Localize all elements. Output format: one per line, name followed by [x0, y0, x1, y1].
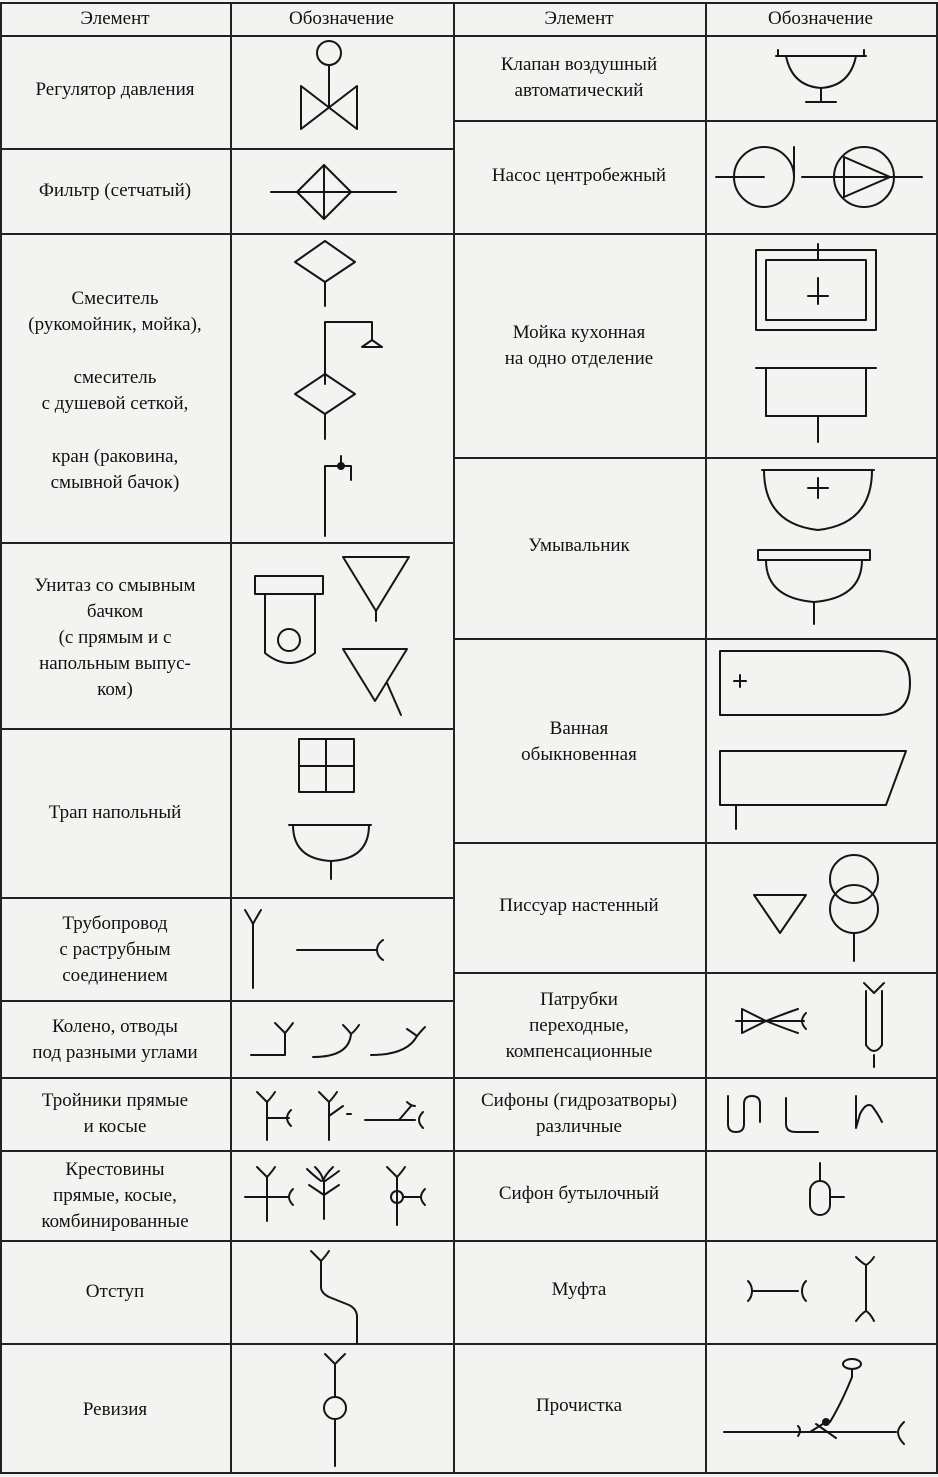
label-air-valve: Клапан воздушный автоматический: [500, 54, 658, 101]
label-fittings: Патрубки переходные, компенсационные: [505, 989, 653, 1062]
header-left-symbol: Обозначение: [289, 7, 394, 29]
tees-icon: [231, 1078, 453, 1150]
label-revision: Ревизия: [82, 1399, 148, 1420]
socket-pipe-icon: [231, 898, 453, 1000]
label-urinal: Писсуар настенный: [499, 895, 659, 916]
label-pump: Насос центробежный: [491, 165, 667, 186]
washbasin-icon: [706, 458, 936, 638]
label-bottle-siphon: Сифон бутылочный: [498, 1183, 660, 1204]
fittings-icon: [706, 973, 936, 1077]
elbows-icon: [231, 1001, 453, 1077]
header-right-element: Элемент: [544, 7, 614, 29]
label-elbows: Колено, отводы под разными углами: [32, 1016, 198, 1063]
label-cleanout: Прочистка: [535, 1395, 623, 1416]
label-coupling: Муфта: [551, 1279, 607, 1300]
label-crosses: Крестовины прямые, косые, комбинированные: [41, 1159, 189, 1232]
label-bathtub: Ванная обыкновенная: [521, 718, 637, 765]
floor-drain-icon: [231, 729, 453, 897]
label-toilet: Унитаз со смывным бачком (с прямым и с напольным выпус- ком): [34, 575, 196, 700]
pressure-regulator-icon: [231, 36, 453, 148]
coupling-icon: [706, 1241, 936, 1343]
revision-icon: [231, 1344, 453, 1472]
table-border-bottom: [0, 1472, 938, 1474]
header-left-element: Элемент: [80, 7, 150, 29]
filter-icon: [231, 149, 453, 233]
label-siphons: Сифоны (гидрозатворы) различные: [481, 1090, 677, 1137]
offset-icon: [231, 1241, 453, 1343]
bottle-siphon-icon: [706, 1151, 936, 1240]
pump-icon: [706, 121, 936, 233]
label-sink: Мойка кухонная на одно отделение: [504, 322, 654, 369]
label-filter: Фильтр (сетчатый): [38, 180, 192, 201]
label-socket-pipe: Трубопровод с раструбным соединением: [59, 913, 171, 986]
label-pressure-regulator: Регулятор давления: [35, 79, 195, 100]
toilet-icon: [231, 543, 453, 728]
air-valve-icon: [706, 36, 936, 120]
label-floor-drain: Трап напольный: [48, 802, 182, 823]
urinal-icon: [706, 843, 936, 972]
label-washbasin: Умывальник: [528, 535, 630, 556]
header-right-symbol: Обозначение: [768, 7, 873, 29]
bathtub-icon: [706, 639, 936, 842]
label-tap: кран (раковина, смывной бачок): [50, 446, 180, 493]
cleanout-icon: [706, 1344, 936, 1472]
label-mixer: Смеситель (рукомойник, мойка),: [28, 288, 202, 335]
kitchen-sink-icon: [706, 234, 936, 457]
label-tees: Тройники прямые и косые: [41, 1090, 189, 1137]
mixer-icon: [231, 234, 453, 542]
label-offset: Отступ: [85, 1281, 145, 1302]
label-shower-mixer: смеситель с душевой сеткой,: [41, 367, 189, 414]
table-border-right: [936, 2, 938, 1472]
siphons-icon: [706, 1078, 936, 1150]
crosses-icon: [231, 1151, 453, 1240]
